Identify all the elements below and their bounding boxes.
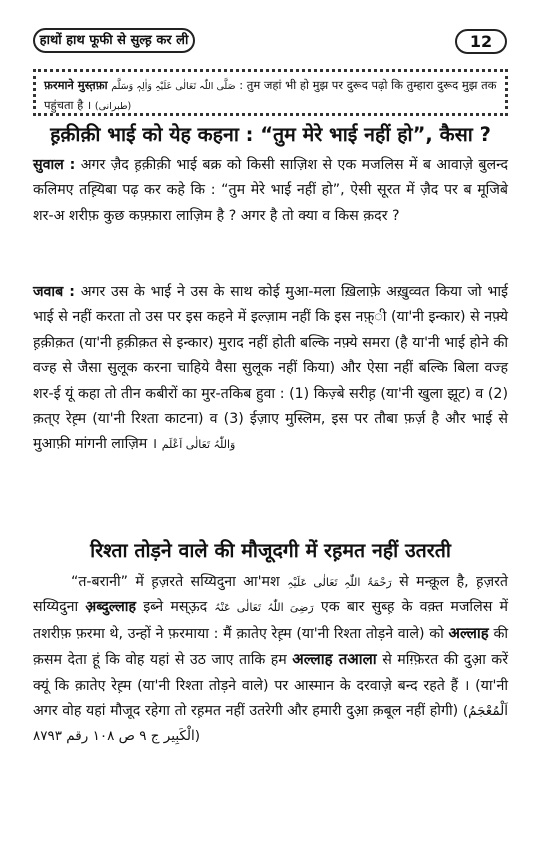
section-heading-1: ह़क़ीक़ी भाई को येह कहना : “तुम मेरे भाई नहीं हो”, कैसा ?	[50, 123, 491, 146]
page-number: 12	[455, 29, 507, 54]
quote-text: : तुम जहां भी हो मुझ पर दुरूद पढ़ो कि तुम्हारा दुरूद मुझ तक पहुंचता है ।	[44, 78, 497, 112]
narration-part-3: इब्ने मस्ऊ़द	[143, 599, 208, 616]
raziallah-arabic: رَضِیَ اللّٰہُ تَعَالٰی عَنْہُ	[214, 601, 314, 615]
question-label: सुवाल :	[33, 157, 76, 173]
question-text: अगर ज़ैद ह़क़ीक़ी भाई बक्र को किसी साज़िश से एक मजलिस में ब आवाज़े बुलन्द कलिमए तह़्यिबा पढ़ कर कहे कि : “तुम मेरे भाई नहीं हो”, ऐसी सूरत में ज़ैद पर ब मूजिबे शर-अ शरीफ़ कुछ कफ़्फ़ारा लाज़िम है ? अगर है तो क्या व किस क़दर ?	[33, 157, 509, 224]
closing-arabic: وَاللّٰہُ تَعَالٰی اَعْلَم	[161, 438, 236, 452]
salutation-arabic: صَلَّی اللّٰہ تَعَالٰی عَلَیْہِ وَاٰلِہٖ وَسَلَّم	[111, 81, 236, 92]
allah-word-2: अल्लाह तआला	[292, 650, 377, 669]
answer-label: जवाब :	[33, 284, 75, 300]
narration-part-2: से मन्क़ूल है, ह़ज़रते सय्यिदुना	[33, 574, 508, 616]
running-header-title: हाथों हाथ फूफी से सुल्ह़ कर ली	[33, 28, 195, 53]
narration-part-1: “त-बरानी” में ह़ज़रते सय्यिदुना आ'मश	[71, 574, 280, 590]
narration-paragraph	[33, 570, 508, 750]
name-abdullah: अ़ब्दुल्लाह	[85, 599, 137, 616]
quote-label: फ़रमाने मुस्त़फ़ा	[44, 78, 108, 92]
section-heading-2: रिश्ता तोड़ने वाले की मौजूदगी में रह़मत नहीं उतरती	[90, 539, 451, 562]
allah-word-1: अल्लाह	[448, 623, 489, 642]
narration-part-6: से मग़्फ़िरत की दुआ़ करें क्यूं कि क़ातेए रेह़्म (या'नी रिश्ता तोड़ने वाले) पर आस्मान के दरवाज़े बन्द रहते हैं । (या'नी अगर वोह यहां मौजूद रहेगा तो रह़मत नहीं उतरेगी और हमारी दुआ़ क़बूल नहीं होगी)	[33, 652, 509, 720]
reference-arabic: (اَلْمُعْجَمُ الْکَبِیر ج ۹ ص ۱۰۸ رقم ۸۷۹۳)	[33, 703, 508, 745]
answer-paragraph	[33, 280, 508, 458]
quote-source: (طبرانی)	[94, 101, 132, 112]
rahmatullah-arabic: رَحْمَۃُ اللّٰہِ تَعَالٰی عَلَیْہِ	[287, 576, 392, 589]
narration-part-5: की क़सम देता हूं कि वोह यहां से उठ जाए ताकि हम	[33, 625, 509, 669]
narration-part-4: एक बार सुब्ह़ के वक़्त मजलिस में तशरीफ़ फ़रमा थे, उन्हों ने फ़रमाया : मैं क़ातेए रेह़्म (या'नी रिश्ता तोड़ने वाले) को	[33, 599, 508, 642]
hadith-quote-box	[33, 69, 508, 116]
answer-text: अगर उस के भाई ने उस के साथ कोई मुआ-मला ख़िलाफ़े अख़ुव्वत किया जो भाई भाई से नहीं करता तो उस पर इस कहने में इल्ज़ाम नहीं कि इस नफ़्ी (या'नी इन्कार) से नफ़्ये ह़क़ीक़त (या'नी ह़क़ीक़त से इन्कार) मुराद नहीं होती बल्कि नफ़्ये समरा (है या'नी भाई होने की वज्ह से जैसा सुलूक करना चाहिये वैसा सुलूक नहीं किया) और ऐसा नहीं बल्कि बिला वज्ह शर-ई यूं कहा तो तीन कबीरों का मुर-तकिब हुवा : (1) किज़्बे सरीह़ (या'नी खुला झूट) व (2) क़त्ए रेह़्म (या'नी रिश्ता काटना) व (3) ईज़ाए मुस्लिम, इस पर तौबा फ़र्ज़ है और भाई से मुआफ़ी मांगनी लाज़िम ।	[33, 284, 508, 453]
question-paragraph	[33, 153, 508, 229]
